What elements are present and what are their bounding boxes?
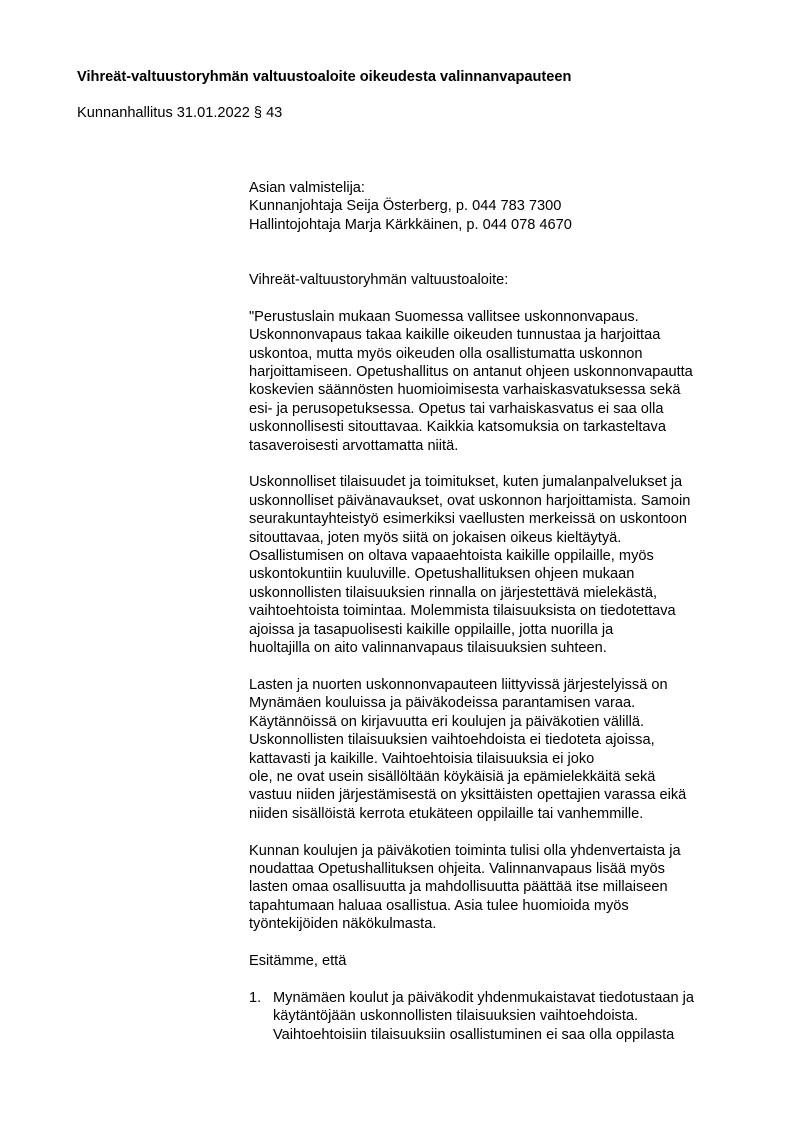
preparer-line: Kunnanjohtaja Seija Österberg, p. 044 783 7300 xyxy=(249,198,562,215)
text-line: uskonnollisesti sitouttavaa. Kaikkia katsomuksia on tarkasteltava xyxy=(249,419,666,436)
text-line: vastuu niiden järjestämisestä on yksittäisten opettajien varassa eikä xyxy=(249,787,687,804)
list-item xyxy=(249,989,749,1044)
text-line: Mynämäen kouluissa ja päiväkodeissa parantamisen varaa. xyxy=(249,695,636,712)
document-body xyxy=(249,179,749,1044)
text-line: noudattaa Opetushallituksen ohjeita. Valinnanvapaus lisää myös xyxy=(249,860,665,877)
text-line: esi- ja perusopetuksessa. Opetus tai varhaiskasvatus ei saa olla xyxy=(249,400,664,417)
text-line: Osallistumisen on oltava vapaaehtoista kaikille oppilaille, myös xyxy=(249,548,654,565)
text-line: uskonnollisten tilaisuuksien rinnalla on järjestettävä mielekästä, xyxy=(249,584,658,601)
text-line: "Perustuslain mukaan Suomessa vallitsee uskonnonvapaus. xyxy=(249,308,639,325)
text-line: Käytännöissä on kirjavuutta eri koulujen ja päiväkotien välillä. xyxy=(249,713,645,730)
text-line: työntekijöiden näkökulmasta. xyxy=(249,916,437,933)
text-line: harjoittamiseen. Opetushallitus on antanut ohjeen uskonnonvapautta xyxy=(249,364,693,381)
preparer-heading: Asian valmistelija: xyxy=(249,180,365,196)
paragraph-4 xyxy=(249,842,749,934)
text-line: ajoissa ja tasapuolisesti kaikille oppilaille, jotta nuorilla ja xyxy=(249,621,614,638)
document-title: Vihreät-valtuustoryhmän valtuustoaloite oikeudesta valinnanvapauteen xyxy=(77,69,572,85)
text-line: Mynämäen koulut ja päiväkodit yhdenmukaistavat tiedotustaan ja xyxy=(273,989,695,1006)
text-line: Uskonnolliset tilaisuudet ja toimitukset, kuten jumalanpalvelukset ja xyxy=(249,474,683,491)
text-line: ole, ne ovat usein sisällöltään köykäisiä ja epämielekkäitä sekä xyxy=(249,768,656,785)
paragraph-1 xyxy=(249,308,749,455)
text-line: sitouttavaa, joten myös siitä on jokaisen oikeus kieltäytyä. xyxy=(249,529,622,546)
preparer-line: Hallintojohtaja Marja Kärkkäinen, p. 044 078 4670 xyxy=(249,216,572,233)
text-line: Uskonnollisten tilaisuuksien vaihtoehdoista ei tiedoteta ajoissa, xyxy=(249,732,655,749)
text-line: Vaihtoehtoisiin tilaisuuksiin osallistuminen ei saa olla oppilasta xyxy=(273,1026,675,1043)
text-line: tasaveroisesti arvottamatta niitä. xyxy=(249,437,459,454)
text-line: huoltajilla on aito valinnanvapaus tilaisuuksien suhteen. xyxy=(249,640,607,657)
text-line: lasten omaa osallisuutta ja mahdollisuutta päättää itse millaiseen xyxy=(249,879,668,896)
text-line: uskontokuntiin kuuluville. Opetushallituksen ohjeen mukaan xyxy=(249,566,635,583)
text-line: käytäntöjään uskonnollisten tilaisuuksien vaihtoehdoista. xyxy=(273,1008,639,1025)
list-item-number: 1. xyxy=(249,989,262,1006)
text-line: uskontoa, mutta myös oikeuden olla osallistumatta uskonnon xyxy=(249,345,643,362)
paragraph-3 xyxy=(249,676,749,823)
proposal-heading: Esitämme, että xyxy=(249,952,347,969)
initiative-heading: Vihreät-valtuustoryhmän valtuustoaloite: xyxy=(249,272,509,288)
text-line: Kunnan koulujen ja päiväkotien toiminta tulisi olla yhdenvertaista ja xyxy=(249,842,681,859)
text-line: tapahtumaan haluaa osallistua. Asia tulee huomioida myös xyxy=(249,897,629,914)
text-line: Uskonnonvapaus takaa kaikille oikeuden tunnustaa ja harjoittaa xyxy=(249,327,661,344)
text-line: uskonnolliset päivänavaukset, ovat uskonnon harjoittamista. Samoin xyxy=(249,492,691,509)
text-line: niiden sisällöistä kerrota etukäteen oppilaille tai vanhemmille. xyxy=(249,805,644,822)
text-line: Lasten ja nuorten uskonnonvapauteen liittyvissä järjestelyissä on xyxy=(249,676,668,693)
text-line: vaihtoehtoista toimintaa. Molemmista tilaisuuksista on tiedotettava xyxy=(249,603,676,620)
paragraph-2 xyxy=(249,473,749,657)
text-line: kattavasti ja kaikille. Vaihtoehtoisia tilaisuuksia ei joko xyxy=(249,750,595,767)
text-line: koskevien säännösten huomioimisesta varhaiskasvatuksessa sekä xyxy=(249,382,681,399)
text-line: seurakuntayhteistyö esimerkiksi vaellusten merkeissä on uskontoon xyxy=(249,511,688,528)
meeting-reference: Kunnanhallitus 31.01.2022 § 43 xyxy=(77,105,283,121)
